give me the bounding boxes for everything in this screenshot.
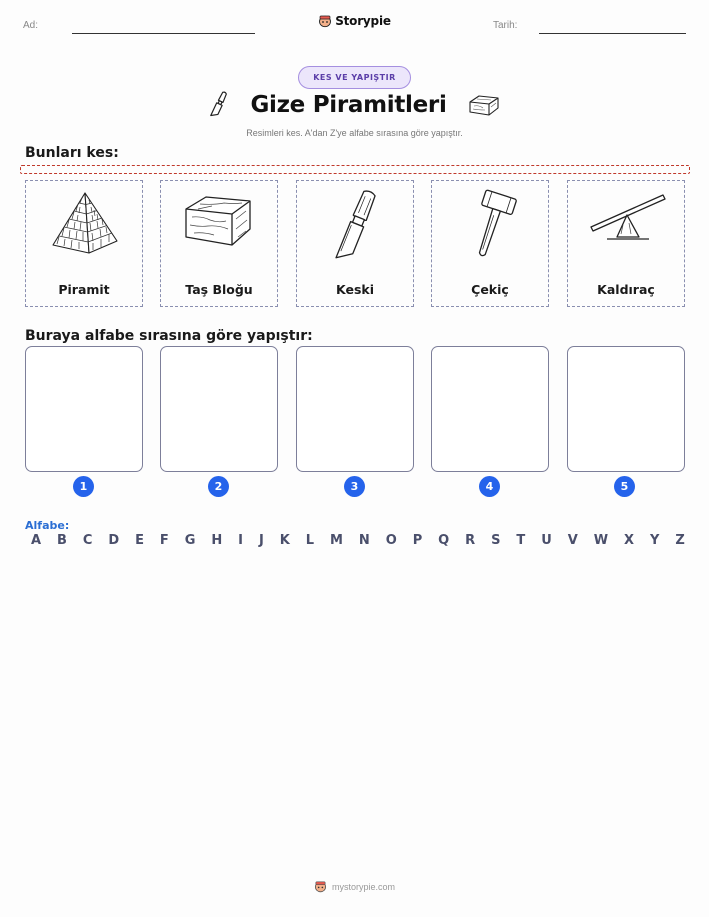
paste-number-badge: 3 xyxy=(344,476,365,497)
alphabet-letter: C xyxy=(82,533,93,548)
alphabet-letter: V xyxy=(567,533,578,548)
cut-card-label: Çekiç xyxy=(471,282,509,297)
activity-badge: KES VE YAPIŞTIR xyxy=(298,66,411,89)
cut-card-hammer[interactable] xyxy=(431,180,549,307)
alphabet-label: Alfabe: xyxy=(25,519,70,532)
alphabet-letter: N xyxy=(358,533,370,548)
paste-box-5[interactable] xyxy=(567,346,685,472)
cut-card-lever[interactable] xyxy=(567,180,685,307)
alphabet-row xyxy=(31,533,685,548)
alphabet-letter: K xyxy=(279,533,290,548)
paste-box-4[interactable] xyxy=(431,346,549,472)
cut-card-label: Taş Bloğu xyxy=(185,282,253,297)
alphabet-letter: F xyxy=(159,533,169,548)
page-title: Gize Piramitleri xyxy=(250,92,447,118)
brand-logo xyxy=(0,14,709,28)
cut-line xyxy=(20,165,690,174)
cut-card-label: Keski xyxy=(336,282,374,297)
alphabet-letter: D xyxy=(108,533,120,548)
alphabet-letter: T xyxy=(516,533,526,548)
alphabet-letter: H xyxy=(211,533,223,548)
instructions: Resimleri kes. A'dan Z'ye alfabe sırasına göre yapıştır. xyxy=(246,128,463,138)
chisel-icon xyxy=(316,187,396,267)
stone-block-icon xyxy=(467,93,501,117)
footer-link[interactable]: mystorypie.com xyxy=(331,881,395,892)
alphabet-letter: Y xyxy=(649,533,660,548)
paste-number-badge: 2 xyxy=(208,476,229,497)
cut-card-chisel[interactable] xyxy=(296,180,414,307)
alphabet-letter: S xyxy=(491,533,501,548)
alphabet-letter: G xyxy=(184,533,196,548)
cut-card-pyramid[interactable] xyxy=(25,180,143,307)
storypie-mascot-icon xyxy=(318,14,332,28)
paste-box-1[interactable] xyxy=(25,346,143,472)
alphabet-letter: Z xyxy=(675,533,685,548)
cut-heading: Bunları kes: xyxy=(25,145,119,161)
alphabet-letter: X xyxy=(624,533,635,548)
stone-block-icon xyxy=(180,187,260,259)
alphabet-letter: J xyxy=(258,533,264,548)
alphabet-letter: O xyxy=(385,533,397,548)
alphabet-letter: I xyxy=(238,533,244,548)
paste-box-3[interactable] xyxy=(296,346,414,472)
alphabet-letter: P xyxy=(412,533,423,548)
name-line[interactable] xyxy=(72,33,255,34)
alphabet-letter: E xyxy=(135,533,144,548)
paste-number-badge: 5 xyxy=(614,476,635,497)
alphabet-letter: B xyxy=(57,533,67,548)
hammer-icon xyxy=(451,187,531,267)
alphabet-letter: Q xyxy=(438,533,450,548)
paste-number-badge: 4 xyxy=(479,476,500,497)
alphabet-letter: A xyxy=(31,533,42,548)
footer xyxy=(0,880,709,893)
paste-box-2[interactable] xyxy=(160,346,278,472)
alphabet-letter: M xyxy=(329,533,343,548)
pyramid-icon xyxy=(45,187,125,259)
chisel-icon xyxy=(208,90,230,120)
title-row xyxy=(0,90,709,120)
name-label: Ad: xyxy=(23,20,39,31)
brand-name: Storypie xyxy=(335,14,391,28)
alphabet-letter: W xyxy=(593,533,609,548)
paste-number-badge: 1 xyxy=(73,476,94,497)
date-line[interactable] xyxy=(539,33,686,34)
date-label: Tarih: xyxy=(493,20,518,31)
alphabet-letter: U xyxy=(541,533,552,548)
lever-icon xyxy=(587,187,667,267)
alphabet-letter: R xyxy=(465,533,476,548)
storypie-mascot-icon xyxy=(314,880,327,893)
cut-card-label: Kaldıraç xyxy=(597,282,655,297)
cut-card-stone-block[interactable] xyxy=(160,180,278,307)
alphabet-letter: L xyxy=(305,533,315,548)
paste-heading: Buraya alfabe sırasına göre yapıştır: xyxy=(25,328,313,344)
cut-card-label: Piramit xyxy=(58,282,110,297)
